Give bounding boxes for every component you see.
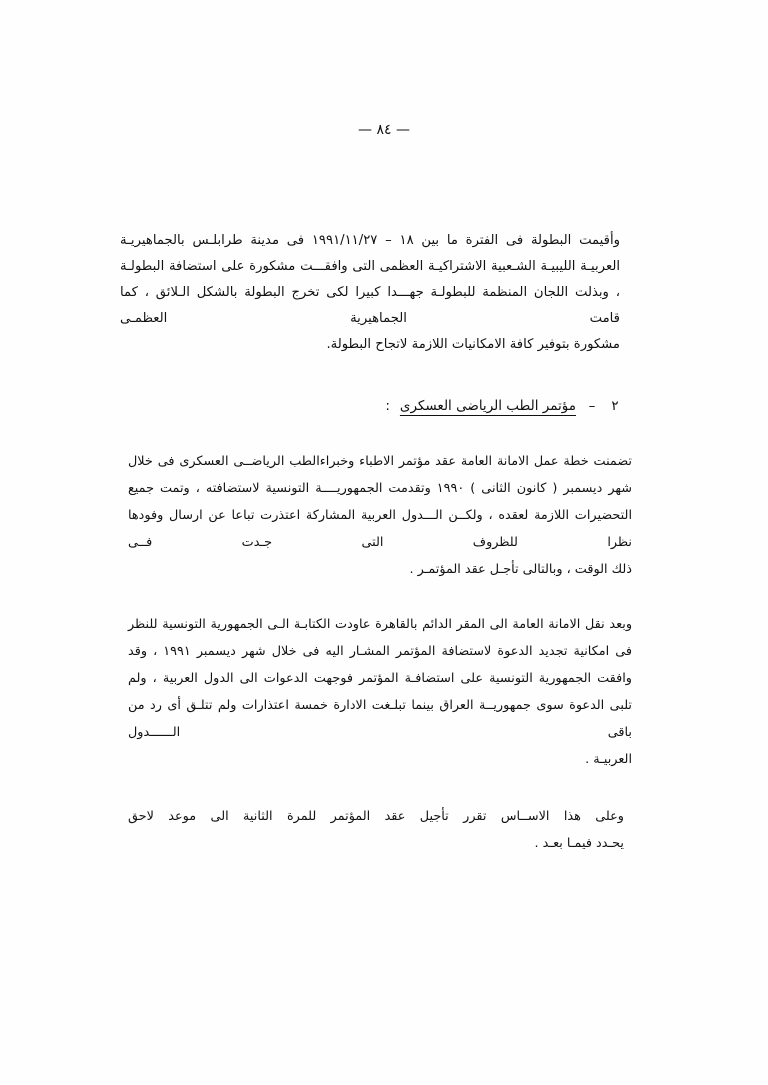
paragraph-1-line-4: العربية المشاركة اعتذرت تباعا عن ارسال وفودها نظرا للظروف التى جـدت فــى <box>128 508 632 550</box>
spacer <box>128 583 632 611</box>
paragraph-2-line-4: المؤتمر فوجهت الدعوات الى الدول العربية ، ولم تلبى الدعوة سوى جمهوريــة <box>128 671 632 713</box>
intro-line-3: مشكورة على استضافة البطولـة ، وبذلت اللجان المنظمة للبطولـة جهـــدا <box>120 259 620 300</box>
intro-paragraph <box>120 228 648 358</box>
page-content <box>120 228 648 857</box>
paragraph-3-line-2: يحـدد فيمـا بعـد . <box>534 836 624 851</box>
section-title: مؤتمر الطب الرياضى العسكرى <box>399 398 576 414</box>
section-number: ٢ <box>611 398 619 414</box>
paragraph-1-line-5: ذلك الوقت ، وبالتالى تأجـل عقد المؤتمـر . <box>409 562 632 577</box>
paragraph-1 <box>128 448 632 583</box>
paragraph-1-line-3: التونسية لاستضافته ، وتمت جميع التحضيرات اللازمة لعقده ، ولكــن الـــدول <box>128 481 633 523</box>
paragraph-1-line-2: العسكرى فى خلال شهر ديسمبر ( كانون الثانى ) ١٩٩٠ وتقدمت الجمهوريــــة <box>128 454 632 496</box>
intro-line-1: وأقيمت البطولة فى الفترة ما بين ١٨ – ١٩٩١/١١/٢٧ فى مدينة طرابلـس <box>192 233 620 248</box>
paragraph-3 <box>128 803 624 857</box>
paragraph-3-line-1: وعلى هذا الاســاس تقرر تأجيل عقد المؤتمر للمرة الثانية الى موعد لاحق <box>128 809 624 824</box>
paragraph-2-line-1: وبعد نقل الامانة العامة الى المقر الدائم بالقاهرة عاودت الكتابـة الـى <box>267 617 632 632</box>
paragraph-2-line-2: الجمهورية التونسية للنظر فى امكانية تجديد الدعوة لاستضافة المؤتمر المشـار <box>128 617 632 659</box>
paragraph-1-line-1: تضمنت خطة عمل الامانة العامة عقد مؤتمر الاطباء وخبراءالطب الرياضــى <box>233 454 632 469</box>
page-number: — ٨٤ — <box>358 122 410 138</box>
paragraph-3-block <box>128 803 632 857</box>
section-colon: : <box>385 398 390 414</box>
paragraph-2-line-5: العراق بينما تبلـغت الادارة خمسة اعتذارات ولم تتلـق أى رد من باقى الــــــدول <box>128 698 632 740</box>
paragraph-2 <box>128 611 632 773</box>
intro-line-5: مشكورة بتوفير كافة الامكانيات اللازمة لاتجاح البطولة. <box>326 337 620 352</box>
spacer <box>120 358 648 398</box>
section-body <box>120 448 648 857</box>
section-heading <box>120 398 622 414</box>
paragraph-2-line-6: العربيـة . <box>585 752 632 767</box>
section-dash: – <box>588 398 596 414</box>
paragraph-2-line-3: اليه فى خلال شهر ديسمبر ١٩٩١ ، وقد وافقت الجمهورية التونسية على استضافـة <box>128 644 632 686</box>
intro-line-4: كبيرا لكى تخرج البطولة بالشكل الـلائق ، كما قامت الجماهيرية العظمـى <box>120 285 620 326</box>
intro-line-2: بالجماهيريـة العربيـة الليبيـة الشـعبية الاشتراكيـة العظمى التى وافقـــت <box>120 233 620 274</box>
